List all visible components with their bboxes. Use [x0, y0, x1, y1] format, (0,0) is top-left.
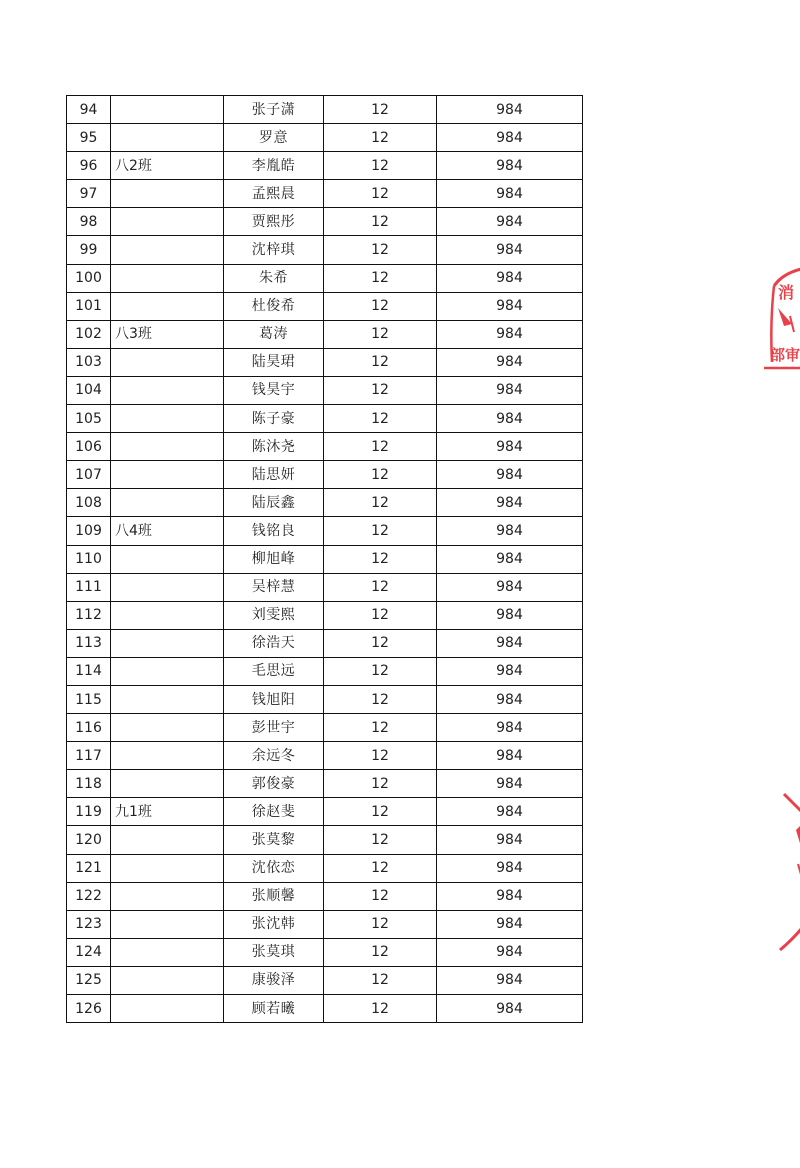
- table-row: [67, 545, 583, 573]
- table-row: [67, 629, 583, 657]
- student-name-cell: 张顺馨: [224, 882, 324, 910]
- table-row: [67, 152, 583, 180]
- table-row: [67, 433, 583, 461]
- amount-cell: 984: [437, 180, 583, 208]
- class-name-cell: [111, 601, 224, 629]
- student-name-cell: 朱希: [224, 264, 324, 292]
- amount-cell: 984: [437, 376, 583, 404]
- table-row: [67, 910, 583, 938]
- row-number-cell: 123: [67, 910, 111, 938]
- class-name-cell: [111, 910, 224, 938]
- quantity-cell: 12: [324, 96, 437, 124]
- row-number-cell: 120: [67, 826, 111, 854]
- quantity-cell: 12: [324, 882, 437, 910]
- table-row: [67, 770, 583, 798]
- quantity-cell: 12: [324, 910, 437, 938]
- student-name-cell: 张沈韩: [224, 910, 324, 938]
- amount-cell: 984: [437, 910, 583, 938]
- amount-cell: 984: [437, 264, 583, 292]
- quantity-cell: 12: [324, 124, 437, 152]
- class-name-cell: [111, 629, 224, 657]
- amount-cell: 984: [437, 629, 583, 657]
- amount-cell: 984: [437, 292, 583, 320]
- amount-cell: 984: [437, 208, 583, 236]
- row-number-cell: 115: [67, 685, 111, 713]
- student-name-cell: 张子潇: [224, 96, 324, 124]
- amount-cell: 984: [437, 573, 583, 601]
- row-number-cell: 102: [67, 320, 111, 348]
- class-name-cell: [111, 854, 224, 882]
- amount-cell: 984: [437, 742, 583, 770]
- row-number-cell: 110: [67, 545, 111, 573]
- class-name-cell: 九1班: [111, 798, 224, 826]
- row-number-cell: 94: [67, 96, 111, 124]
- student-name-cell: 陆辰鑫: [224, 489, 324, 517]
- row-number-cell: 108: [67, 489, 111, 517]
- student-name-cell: 刘雯熙: [224, 601, 324, 629]
- amount-cell: 984: [437, 657, 583, 685]
- quantity-cell: 12: [324, 180, 437, 208]
- table-row: [67, 461, 583, 489]
- class-name-cell: [111, 742, 224, 770]
- amount-cell: 984: [437, 714, 583, 742]
- quantity-cell: 12: [324, 433, 437, 461]
- table-row: [67, 657, 583, 685]
- student-name-cell: 钱旭阳: [224, 685, 324, 713]
- amount-cell: 984: [437, 601, 583, 629]
- amount-cell: 984: [437, 826, 583, 854]
- table-row: [67, 854, 583, 882]
- table-row: [67, 826, 583, 854]
- student-name-cell: 葛涛: [224, 320, 324, 348]
- row-number-cell: 125: [67, 966, 111, 994]
- class-name-cell: [111, 938, 224, 966]
- class-name-cell: [111, 208, 224, 236]
- row-number-cell: 113: [67, 629, 111, 657]
- table-row: [67, 348, 583, 376]
- quantity-cell: 12: [324, 798, 437, 826]
- class-name-cell: [111, 180, 224, 208]
- row-number-cell: 111: [67, 573, 111, 601]
- quantity-cell: 12: [324, 854, 437, 882]
- table-row: [67, 798, 583, 826]
- row-number-cell: 112: [67, 601, 111, 629]
- amount-cell: 984: [437, 966, 583, 994]
- quantity-cell: 12: [324, 348, 437, 376]
- student-name-cell: 顾若曦: [224, 995, 324, 1023]
- student-name-cell: 钱铭良: [224, 517, 324, 545]
- row-number-cell: 116: [67, 714, 111, 742]
- seal-text: 部审: [770, 346, 800, 364]
- table-row: [67, 489, 583, 517]
- class-name-cell: [111, 657, 224, 685]
- amount-cell: 984: [437, 545, 583, 573]
- class-name-cell: [111, 882, 224, 910]
- class-name-cell: [111, 124, 224, 152]
- student-name-cell: 陆昊珺: [224, 348, 324, 376]
- amount-cell: 984: [437, 152, 583, 180]
- quantity-cell: 12: [324, 714, 437, 742]
- table-row: [67, 601, 583, 629]
- red-seal-lower: [774, 790, 800, 960]
- quantity-cell: 12: [324, 376, 437, 404]
- amount-cell: 984: [437, 854, 583, 882]
- table-row: [67, 124, 583, 152]
- quantity-cell: 12: [324, 966, 437, 994]
- quantity-cell: 12: [324, 629, 437, 657]
- amount-cell: 984: [437, 798, 583, 826]
- class-name-cell: [111, 96, 224, 124]
- quantity-cell: 12: [324, 264, 437, 292]
- red-seal-upper: [764, 262, 800, 372]
- amount-cell: 984: [437, 433, 583, 461]
- class-name-cell: [111, 966, 224, 994]
- table-row: [67, 376, 583, 404]
- row-number-cell: 107: [67, 461, 111, 489]
- table-row: [67, 573, 583, 601]
- table-row: [67, 236, 583, 264]
- row-number-cell: 98: [67, 208, 111, 236]
- row-number-cell: 101: [67, 292, 111, 320]
- amount-cell: 984: [437, 348, 583, 376]
- quantity-cell: 12: [324, 601, 437, 629]
- class-name-cell: [111, 685, 224, 713]
- class-name-cell: [111, 292, 224, 320]
- student-name-cell: 陈沐尧: [224, 433, 324, 461]
- student-name-cell: 康骏泽: [224, 966, 324, 994]
- class-name-cell: [111, 770, 224, 798]
- class-name-cell: [111, 461, 224, 489]
- row-number-cell: 103: [67, 348, 111, 376]
- quantity-cell: 12: [324, 685, 437, 713]
- amount-cell: 984: [437, 489, 583, 517]
- quantity-cell: 12: [324, 461, 437, 489]
- row-number-cell: 118: [67, 770, 111, 798]
- table-row: [67, 264, 583, 292]
- student-name-cell: 张莫黎: [224, 826, 324, 854]
- amount-cell: 984: [437, 770, 583, 798]
- row-number-cell: 124: [67, 938, 111, 966]
- class-name-cell: [111, 545, 224, 573]
- quantity-cell: 12: [324, 208, 437, 236]
- quantity-cell: 12: [324, 995, 437, 1023]
- quantity-cell: 12: [324, 236, 437, 264]
- row-number-cell: 99: [67, 236, 111, 264]
- amount-cell: 984: [437, 685, 583, 713]
- row-number-cell: 126: [67, 995, 111, 1023]
- table-row: [67, 517, 583, 545]
- class-name-cell: [111, 376, 224, 404]
- class-name-cell: [111, 489, 224, 517]
- quantity-cell: 12: [324, 489, 437, 517]
- class-name-cell: [111, 826, 224, 854]
- seal-text: 消: [778, 283, 795, 302]
- student-name-cell: 张莫琪: [224, 938, 324, 966]
- row-number-cell: 106: [67, 433, 111, 461]
- student-name-cell: 陆思妍: [224, 461, 324, 489]
- student-name-cell: 罗意: [224, 124, 324, 152]
- student-name-cell: 郭俊豪: [224, 770, 324, 798]
- quantity-cell: 12: [324, 742, 437, 770]
- class-name-cell: [111, 714, 224, 742]
- table-row: [67, 180, 583, 208]
- student-name-cell: 贾熙彤: [224, 208, 324, 236]
- class-name-cell: [111, 433, 224, 461]
- row-number-cell: 114: [67, 657, 111, 685]
- class-name-cell: 八4班: [111, 517, 224, 545]
- row-number-cell: 117: [67, 742, 111, 770]
- table-row: [67, 714, 583, 742]
- class-name-cell: [111, 236, 224, 264]
- amount-cell: 984: [437, 236, 583, 264]
- row-number-cell: 122: [67, 882, 111, 910]
- quantity-cell: 12: [324, 545, 437, 573]
- row-number-cell: 119: [67, 798, 111, 826]
- row-number-cell: 121: [67, 854, 111, 882]
- amount-cell: 984: [437, 517, 583, 545]
- table-row: [67, 742, 583, 770]
- student-name-cell: 钱昊宇: [224, 376, 324, 404]
- quantity-cell: 12: [324, 657, 437, 685]
- class-name-cell: 八3班: [111, 320, 224, 348]
- quantity-cell: 12: [324, 405, 437, 433]
- quantity-cell: 12: [324, 292, 437, 320]
- table-row: [67, 995, 583, 1023]
- amount-cell: 984: [437, 882, 583, 910]
- table-row: [67, 96, 583, 124]
- student-name-cell: 陈子豪: [224, 405, 324, 433]
- class-name-cell: [111, 573, 224, 601]
- quantity-cell: 12: [324, 517, 437, 545]
- roster-table-body: [67, 96, 583, 1023]
- class-name-cell: [111, 348, 224, 376]
- row-number-cell: 109: [67, 517, 111, 545]
- quantity-cell: 12: [324, 938, 437, 966]
- student-name-cell: 彭世宇: [224, 714, 324, 742]
- amount-cell: 984: [437, 938, 583, 966]
- row-number-cell: 105: [67, 405, 111, 433]
- student-name-cell: 余远冬: [224, 742, 324, 770]
- student-name-cell: 孟熙晨: [224, 180, 324, 208]
- row-number-cell: 97: [67, 180, 111, 208]
- class-name-cell: [111, 995, 224, 1023]
- student-name-cell: 柳旭峰: [224, 545, 324, 573]
- amount-cell: 984: [437, 405, 583, 433]
- table-row: [67, 208, 583, 236]
- amount-cell: 984: [437, 320, 583, 348]
- table-row: [67, 405, 583, 433]
- class-name-cell: 八2班: [111, 152, 224, 180]
- table-row: [67, 938, 583, 966]
- student-name-cell: 徐赵斐: [224, 798, 324, 826]
- amount-cell: 984: [437, 461, 583, 489]
- roster-table: [66, 95, 583, 1023]
- student-name-cell: 沈依恋: [224, 854, 324, 882]
- amount-cell: 984: [437, 124, 583, 152]
- student-name-cell: 吴梓慧: [224, 573, 324, 601]
- table-row: [67, 292, 583, 320]
- quantity-cell: 12: [324, 826, 437, 854]
- row-number-cell: 100: [67, 264, 111, 292]
- table-row: [67, 685, 583, 713]
- table-row: [67, 882, 583, 910]
- row-number-cell: 95: [67, 124, 111, 152]
- quantity-cell: 12: [324, 573, 437, 601]
- student-name-cell: 李胤皓: [224, 152, 324, 180]
- quantity-cell: 12: [324, 152, 437, 180]
- table-row: [67, 966, 583, 994]
- amount-cell: 984: [437, 995, 583, 1023]
- amount-cell: 984: [437, 96, 583, 124]
- table-row: [67, 320, 583, 348]
- row-number-cell: 104: [67, 376, 111, 404]
- quantity-cell: 12: [324, 320, 437, 348]
- class-name-cell: [111, 405, 224, 433]
- student-name-cell: 徐浩天: [224, 629, 324, 657]
- row-number-cell: 96: [67, 152, 111, 180]
- student-name-cell: 毛思远: [224, 657, 324, 685]
- student-name-cell: 沈梓琪: [224, 236, 324, 264]
- student-name-cell: 杜俊希: [224, 292, 324, 320]
- quantity-cell: 12: [324, 770, 437, 798]
- class-name-cell: [111, 264, 224, 292]
